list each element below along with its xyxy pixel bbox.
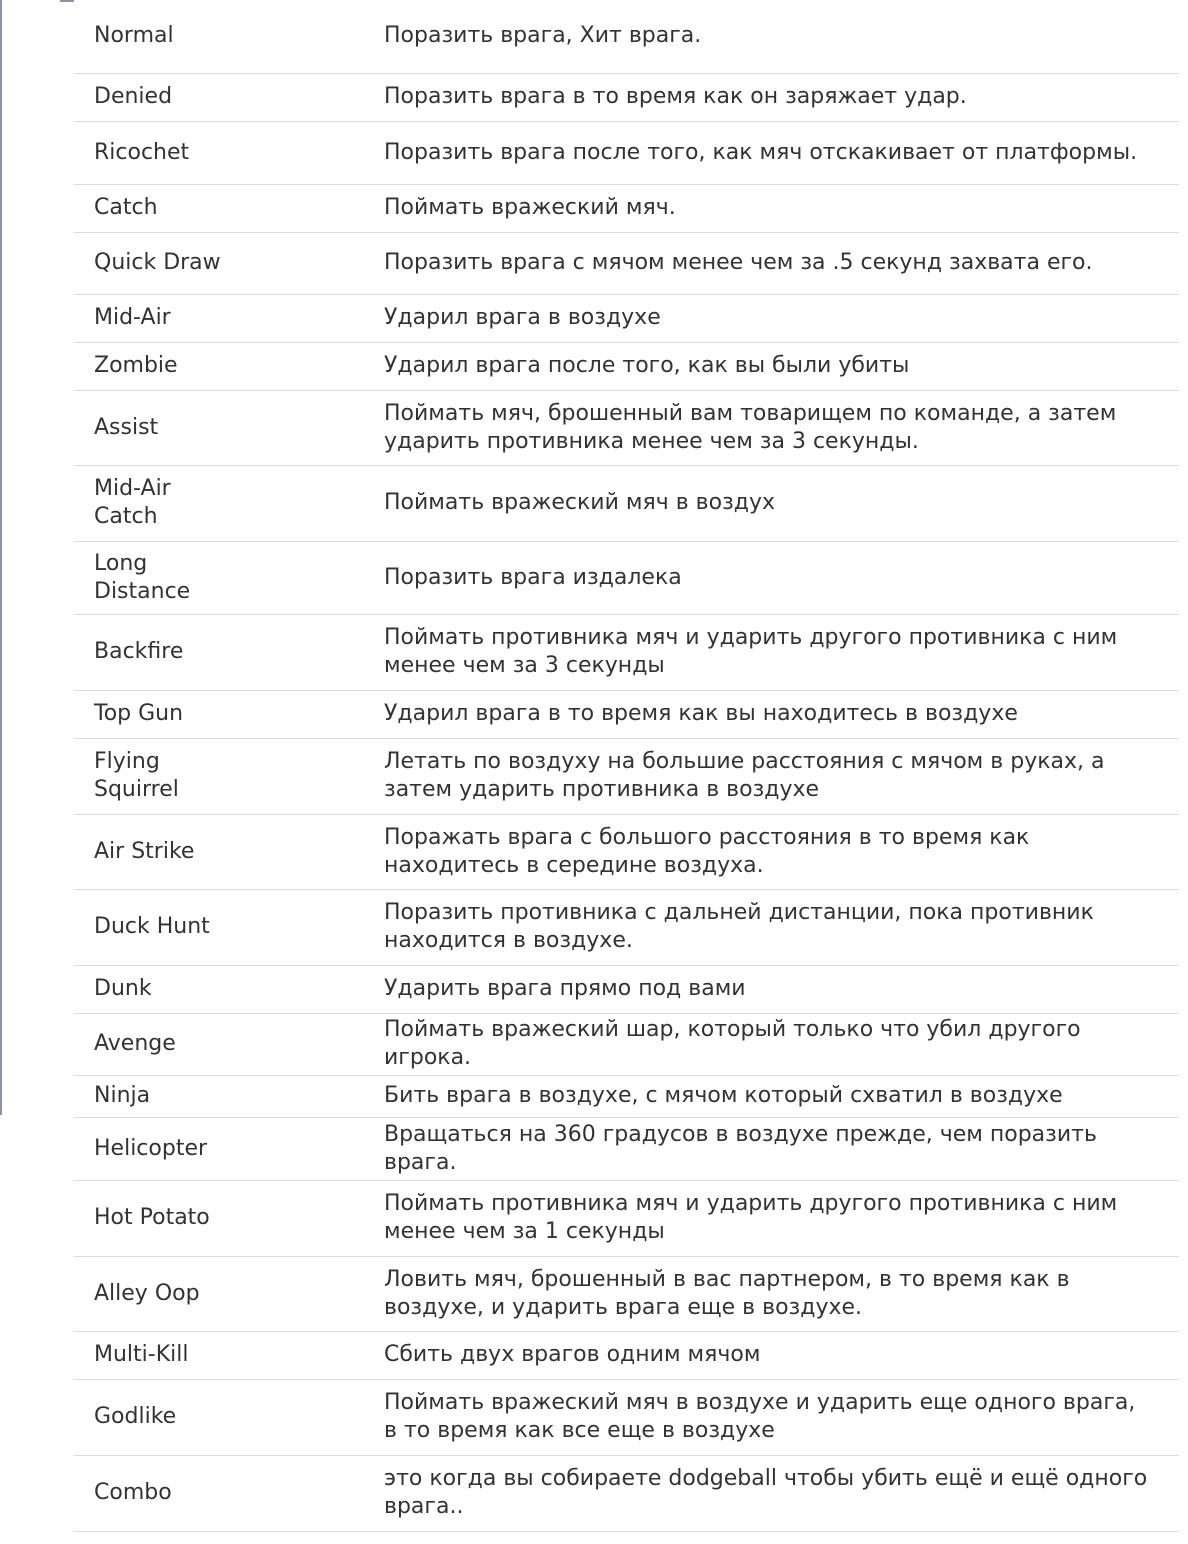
move-description: Поразить врага, Хит врага.	[364, 0, 1179, 73]
table-row	[74, 1331, 1179, 1379]
table-row	[74, 184, 1179, 232]
move-name: Catch	[74, 184, 364, 232]
move-name: Ricochet	[74, 121, 364, 184]
move-name: Denied	[74, 73, 364, 121]
table-row	[74, 965, 1179, 1013]
table-row	[74, 690, 1179, 738]
move-name: Ninja	[74, 1075, 364, 1117]
move-description: Ударил врага в воздухе	[364, 294, 1179, 342]
move-name: Godlike	[74, 1379, 364, 1455]
table-row	[74, 390, 1179, 465]
table-row	[74, 1455, 1179, 1531]
table-row	[74, 614, 1179, 690]
move-description: Поразить противника с дальней дистанции, пока противник находится в воздухе.	[364, 889, 1179, 965]
move-description: Поймать противника мяч и ударить другого противника с ним менее чем за 3 секунды	[364, 614, 1179, 690]
top-border-tick	[60, 0, 74, 2]
move-name: Alley Oop	[74, 1256, 364, 1331]
table-row	[74, 541, 1179, 614]
table-row	[74, 232, 1179, 294]
move-name: Combo	[74, 1455, 364, 1531]
table-row	[74, 0, 1179, 73]
table-row	[74, 1379, 1179, 1455]
move-name: Zombie	[74, 342, 364, 390]
move-description: Поразить врага издалека	[364, 541, 1179, 614]
table-row	[74, 73, 1179, 121]
table-row	[74, 294, 1179, 342]
table-row	[74, 1256, 1179, 1331]
table-row	[74, 1013, 1179, 1075]
table-row	[74, 889, 1179, 965]
move-name: Long Distance	[74, 541, 364, 614]
table-row	[74, 738, 1179, 814]
move-name: Backfire	[74, 614, 364, 690]
move-name: Air Strike	[74, 814, 364, 889]
move-name: Normal	[74, 0, 364, 73]
move-description: Ударил врага в то время как вы находитесь в воздухе	[364, 690, 1179, 738]
moves-table	[74, 0, 1179, 1532]
move-description: Поймать противника мяч и ударить другого противника с ним менее чем за 1 секунды	[364, 1180, 1179, 1256]
move-description: Поражать врага с большого расстояния в то время как находитесь в середине воздуха.	[364, 814, 1179, 889]
move-name: Helicopter	[74, 1117, 364, 1180]
move-description: Ударил врага после того, как вы были убиты	[364, 342, 1179, 390]
move-description: Бить врага в воздухе, с мячом который схватил в воздухе	[364, 1075, 1179, 1117]
move-name: Hot Potato	[74, 1180, 364, 1256]
move-name: Duck Hunt	[74, 889, 364, 965]
move-description: Сбить двух врагов одним мячом	[364, 1331, 1179, 1379]
move-description: Поймать вражеский мяч в воздухе и ударить еще одного врага, в то время как все еще в воздухе	[364, 1379, 1179, 1455]
move-name: Quick Draw	[74, 232, 364, 294]
move-name: Dunk	[74, 965, 364, 1013]
move-name: Top Gun	[74, 690, 364, 738]
move-description: Поймать мяч, брошенный вам товарищем по команде, а затем ударить противника менее чем за 3 секунды.	[364, 390, 1179, 465]
move-description: Ударить врага прямо под вами	[364, 965, 1179, 1013]
page-left-border	[0, 0, 2, 1115]
table-row	[74, 465, 1179, 541]
move-name: Mid-Air	[74, 294, 364, 342]
table-row	[74, 1075, 1179, 1117]
move-name: Multi-Kill	[74, 1331, 364, 1379]
move-name: Flying Squirrel	[74, 738, 364, 814]
move-description: Поразить врага с мячом менее чем за .5 секунд захвата его.	[364, 232, 1179, 294]
table-row	[74, 121, 1179, 184]
move-name: Mid-Air Catch	[74, 465, 364, 541]
move-description: Летать по воздуху на большие расстояния с мячом в руках, а затем ударить противника в воздухе	[364, 738, 1179, 814]
move-description: Поймать вражеский мяч.	[364, 184, 1179, 232]
move-description: Поймать вражеский шар, который только что убил другого игрока.	[364, 1013, 1179, 1075]
move-name: Assist	[74, 390, 364, 465]
move-description: Ловить мяч, брошенный в вас партнером, в то время как в воздухе, и ударить врага еще в воздухе.	[364, 1256, 1179, 1331]
move-description: Поразить врага в то время как он заряжает удар.	[364, 73, 1179, 121]
table-row	[74, 1117, 1179, 1180]
table-row	[74, 342, 1179, 390]
move-description: Вращаться на 360 градусов в воздухе прежде, чем поразить врага.	[364, 1117, 1179, 1180]
move-description: это когда вы собираете dodgeball чтобы убить ещё и ещё одного врага..	[364, 1455, 1179, 1531]
table-row	[74, 814, 1179, 889]
table-row	[74, 1180, 1179, 1256]
move-description: Поразить врага после того, как мяч отскакивает от платформы.	[364, 121, 1179, 184]
move-description: Поймать вражеский мяч в воздух	[364, 465, 1179, 541]
move-name: Avenge	[74, 1013, 364, 1075]
